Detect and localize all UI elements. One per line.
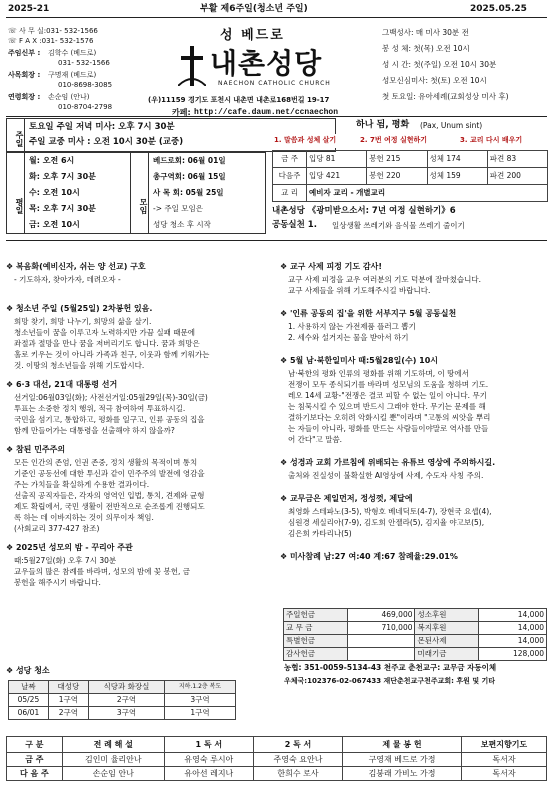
meeting-row: 총구역회: 06월 15일 [153, 172, 226, 181]
cleaning-row [9, 707, 236, 720]
mass-time-item: 성 시 간: 첫(주일) 오전 10시 30분 [382, 60, 497, 69]
offering-cell [347, 648, 415, 661]
cleaning-cell: 3구역 [88, 707, 164, 720]
notice-title: ❖ 성경과 교회 가르침에 위배되는 유튜브 영상에 주의하시길. [280, 458, 496, 467]
duty-cell: 구영재 베드로 가정 [343, 753, 462, 767]
cleaning-header-row [9, 681, 236, 694]
duty-cell: 독서자 [461, 753, 546, 767]
theme-item-1: 1. 말씀과 성체 살기 [274, 136, 337, 144]
cleaning-title: ❖ 성당 청소 [6, 666, 50, 675]
notice-line: 는 자들이 아니라, 평화를 만드는 사람들이야말로 역사를 만들 [288, 424, 489, 433]
mass-time-item: 성모신심미사: 첫(토) 오전 10시 [382, 76, 487, 85]
cafe-link[interactable]: http://cafe.daum.net/ccnaechon [194, 108, 339, 117]
mass-time-item: 첫 토요일: 유아세례(교회성상 미사 후) [382, 92, 509, 101]
sunday-label: 주일 [7, 119, 25, 151]
notice-title: ❖ 5월 남·북한일미사 때:5월28일(수) 10시 [280, 356, 438, 365]
offering-row [284, 609, 547, 622]
church-address: (우)11159 경기도 포천시 내촌면 내촌로168번길 19-17 [148, 96, 330, 104]
offering-row [284, 635, 547, 648]
cleaning-header: 지하.1.2층 복도 [165, 681, 236, 694]
notice-line: 어 간다"고 말씀. [288, 435, 343, 444]
sunday-row-1: 토요일 주일 저녁 미사: 오후 7시 30분 [29, 122, 175, 132]
notice-line: 2. 세수와 설거지는 물을 받아서 하기 [288, 333, 409, 342]
contact-office_phone: ☏ 사 무 실:031- 532-1566 [8, 27, 98, 35]
meeting-row: 성당 청소 후 시작 [153, 220, 211, 229]
weekday-row: 목: 오후 7시 30분 [29, 204, 96, 213]
cleaning-header: 대성당 [48, 681, 88, 694]
header-rule [6, 17, 547, 18]
account-line-1: 농협: 351-0059-5134-43 천주교 춘천교구: 교무금 자동이체 [284, 663, 497, 672]
cleaning-cell: 3구역 [165, 694, 236, 707]
notice-line: 주는 가치들을 확실하게 수용한 결과이다. [14, 480, 150, 489]
offering-cell: 469,000 [347, 609, 415, 622]
notice-line: 교구 사제 피정을 교우 여러분의 기도 덕분에 잘마쳤습니다. [288, 275, 481, 284]
notice-line: 때:5월27일(화) 오후 7시 30분 [14, 556, 117, 565]
notice-line: 기준인 공동선에 대한 투신과 같이 민주주의 발전에 영감을 [14, 469, 205, 478]
notice-line: 결하기보다는 오히려 악화시킬 뿐"이라며 "고통의 씨앗을 뿌리 [288, 413, 491, 422]
liturgy-duty-table [6, 736, 547, 781]
attendance-period: 금 주 [273, 151, 307, 168]
notice-line: 출처와 진실성이 불확실한 AI영상에 사제, 수도자 사칭 주의. [288, 471, 484, 480]
duty-cell: 손순임 안나 [62, 767, 164, 781]
notice-line: 국민을 섬기고, 통합하고, 평화를 일구고, 인류 공동의 집을 [14, 415, 205, 424]
cleaning-cell: 06/01 [9, 707, 49, 720]
notice-title: ❖ 교구 사제 피정 기도 감사! [280, 262, 383, 271]
attendance-period: 교 리 [273, 185, 307, 202]
duty-cell: 유아선 레지나 [164, 767, 253, 781]
offering-cell: 14,000 [479, 622, 547, 635]
meeting-row: 사 목 회: 05월 25일 [153, 188, 224, 197]
notice-line: 심원경 세실리아(7-9), 김도희 안젤라(5), 김지율 야고보(5), [288, 518, 485, 527]
contact-fax: ☏ F A X :031- 532-1576 [8, 37, 94, 45]
notice-line: - 기도하자, 찾아가자, 데려오자 - [14, 275, 121, 284]
church-name-en: NAECHON CATHOLIC CHURCH [218, 80, 331, 87]
offering-cell: 710,000 [347, 622, 415, 635]
slogan-line-2: 일상생활 쓰레기와 음식물 쓰레기 줄이기 [332, 221, 465, 230]
account-line-2: 우체국:102376-02-067433 재단춘천교구천주교회: 후원 및 기타 [284, 677, 496, 685]
duty-cell: 독서자 [461, 767, 546, 781]
offering-cell: 특별헌금 [284, 635, 348, 648]
offering-row [284, 648, 547, 661]
duty-cell: 한희수 로사 [253, 767, 342, 781]
duty-header: 1 독 서 [164, 737, 253, 753]
slogan-line-1: 내촌성당 《광미받으소서: 7년 여정 실현하기》6 [272, 206, 456, 216]
weekday-row: 금: 오전 10시 [29, 220, 80, 229]
attendance-sacr: 성체 174 [427, 151, 487, 168]
duty-header-row [7, 737, 547, 753]
attendance-youth: 봉헌 215 [367, 151, 427, 168]
attendance-extra: 파견 200 [487, 168, 547, 185]
attendance-catechism: 예비자 교리 - 개별교리 [307, 185, 548, 202]
attendance-table [272, 150, 548, 202]
duty-header: 2 독 서 [253, 737, 342, 753]
meetings-label: 모임 [131, 153, 149, 233]
theme-item-2: 2. 7번 여정 실현하기 [360, 136, 428, 144]
notice-line: 선출직 공직자들은, 각자의 영역인 입법, 통치, 견제와 균형 [14, 491, 205, 500]
notice-title: ❖ 참된 민주주의 [6, 445, 66, 454]
mass-time-item: 봉 성 체: 첫(목) 오전 10시 [382, 44, 470, 53]
offering-cell: 몬된사제 [415, 635, 479, 648]
notice-line: 레오 14세 교황-"전쟁은 결코 피할 수 없는 일이 아니다. 무기 [288, 391, 487, 400]
cleaning-header: 식당과 화장실 [88, 681, 164, 694]
attendance-row [273, 151, 548, 168]
offering-cell: 성소후원 [415, 609, 479, 622]
duty-header: 전 례 해 설 [62, 737, 164, 753]
notice-line: 전쟁이 모두 종식되기를 바라며 성모님의 도움을 청하며 기도. [288, 380, 489, 389]
notice-line: 좌절과 절망을 만나 꿈을 저버리기도 합니다. 꿈과 희망은 [14, 339, 200, 348]
notice-line: 선거일:06월03일(화); 사전선거일:05월29일(목)-30일(금) [14, 393, 208, 402]
header-bottom-rule [6, 116, 547, 117]
contact-pastor-phone: 031- 532-1566 [58, 59, 110, 67]
duty-cell: 주영숙 요안나 [253, 753, 342, 767]
bulletin-title: 부활 제6주일(청소년 주일) [200, 4, 308, 14]
attendance-row [273, 168, 548, 185]
notice-title: ❖ 미사참례 남:27 여:40 계:67 참례율:29.01% [280, 552, 458, 561]
duty-cell: 김붕래 가비노 가정 [343, 767, 462, 781]
contact-youth-phone: 010-8704-2798 [58, 103, 113, 111]
offering-cell: 14,000 [479, 635, 547, 648]
bulletin-date: 2025.05.25 [470, 4, 527, 14]
contact-youth-label: 연령회장 : [8, 93, 41, 101]
notice-line: 홀로 키우는 것이 아니라 가족과 친구, 이웃과 함께 키워가는 [14, 350, 210, 359]
duty-header: 보편지향기도 [461, 737, 546, 753]
attendance-sacr: 성체 159 [427, 168, 487, 185]
notice-line: 남·북한의 평화 인류의 평화를 위해 기도하며, 이 땅에서 [288, 369, 469, 378]
weekday-label: 평일 [7, 153, 25, 233]
theme-subtitle: (Pax, Unum sint) [420, 121, 483, 130]
meetings-box [131, 152, 266, 234]
weekday-row: 수: 오전 10시 [29, 188, 80, 197]
notice-line: 1. 사용하지 않는 가전제품 플러그 뽑기 [288, 322, 416, 331]
notice-line: 청소년들이 꿈을 이루고자 노력하지만 가끔 실패 때문에 [14, 328, 195, 337]
meeting-row: -> 주일 모임은 [153, 204, 203, 213]
duty-row [7, 753, 547, 767]
cleaning-cell: 1구역 [165, 707, 236, 720]
notice-line: 는 침묵시킬 수 있으며 반드시 그래야 한다. 무기는 문제를 해 [288, 402, 486, 411]
theme-title: 하나 됨, 평화 [356, 120, 410, 130]
attendance-extra: 파견 83 [487, 151, 547, 168]
cleaning-cell: 05/25 [9, 694, 49, 707]
slogan-line-2-label: 공동실천 1. [272, 220, 317, 230]
attendance-adults: 입당 421 [307, 168, 367, 185]
offering-cell: 128,000 [479, 648, 547, 661]
contact-youth-name: 손순임 (안나) [48, 93, 90, 101]
notice-line: 교우들의 많은 참례를 바라며, 성모의 밤에 꽃 봉헌, 금 [14, 567, 190, 576]
duty-cell: 금 주 [7, 753, 63, 767]
duty-cell: 다 음 주 [7, 767, 63, 781]
contact-assistant-label: 사목회장 : [8, 71, 41, 79]
cleaning-row [9, 694, 236, 707]
notice-line: 함께 만들어가는 대통령을 선출해야 하지 않을까? [14, 426, 175, 435]
weekday-box [6, 152, 131, 234]
issue-number: 2025-21 [8, 4, 50, 14]
offering-table [283, 608, 547, 661]
notice-title: ❖ 6·3 대선, 21대 대통령 선거 [6, 380, 118, 389]
notice-title: ❖ 2025년 성모의 밤 - 꾸리아 주관 [6, 543, 133, 552]
body-rule [6, 240, 547, 241]
offering-cell: 미래기금 [415, 648, 479, 661]
notice-line: 록 하는 데 이바지하는 것이 의무이자 책임. [14, 513, 154, 522]
notice-line: 희망 찾기, 희망 나누기, 희망의 삶을 살기. [14, 317, 152, 326]
weekday-row: 월: 오전 6시 [29, 156, 75, 165]
offering-cell: 복지후원 [415, 622, 479, 635]
offering-cell [347, 635, 415, 648]
offering-cell: 감사헌금 [284, 648, 348, 661]
notice-title: ❖ 교무금은 제일먼저, 정성껏, 제달에 [280, 494, 413, 503]
duty-header: 제 물 봉 헌 [343, 737, 462, 753]
notice-line: (사회교리 377-427 참조) [14, 524, 100, 533]
notice-line: 최영화 스테파노(3-5), 박형호 베네딕토(4-7), 장현국 요셉(4), [288, 507, 492, 516]
cleaning-table [8, 680, 236, 720]
cafe-label: 카페: [172, 108, 191, 117]
church-name: 내촌성당 [210, 47, 323, 80]
notice-line: 교구 사제들을 위해 기도해주시길 바랍니다. [288, 286, 431, 295]
notice-line: 김은희 카타리나(5) [288, 529, 352, 538]
notice-title: ❖ 복음화(예비신자, 쉬는 양 선교) 구호 [6, 262, 146, 271]
notice-title: ❖ '인류 공동의 집'을 위한 서부지구 5월 공동실천 [280, 309, 457, 318]
notice-line: 봉헌을 해주시기 바랍니다. [14, 578, 101, 587]
attendance-row [273, 185, 548, 202]
duty-row [7, 767, 547, 781]
cleaning-cell: 2구역 [48, 707, 88, 720]
theme-items [272, 134, 548, 148]
attendance-period: 다음주 [273, 168, 307, 185]
offering-cell: 주일헌금 [284, 609, 348, 622]
offering-cell: 교 무 금 [284, 622, 348, 635]
weekday-row: 화: 오후 7시 30분 [29, 172, 96, 181]
notice-line: 투표는 소중한 정치 행위, 적극 참여하여 투표하시길. [14, 404, 186, 413]
duty-header: 구 분 [7, 737, 63, 753]
contact-pastor-name: 김학수 (베드로) [48, 49, 97, 57]
notice-line: 것. 이땅의 청소년들을 위해 기도합시다. [14, 361, 145, 370]
duty-cell: 유영숙 루시아 [164, 753, 253, 767]
cleaning-header: 날짜 [9, 681, 49, 694]
theme-item-3: 3. 교리 다시 배우기 [460, 136, 523, 144]
notice-line: 모든 인간의 존엄, 인권 존중, 정치 생활의 목적이며 통치 [14, 458, 198, 467]
patron-name: 성 베드로 [220, 28, 285, 43]
contact-assistant-phone: 010-8698-3085 [58, 81, 113, 89]
notice-line: 제도 확립에서, 국민 생활이 전반적으로 순조롭게 진행되도 [14, 502, 205, 511]
offering-row [284, 622, 547, 635]
offering-cell: 14,000 [479, 609, 547, 622]
attendance-adults: 입당 81 [307, 151, 367, 168]
sunday-row-2: 주일 교중 미사 : 오전 10시 30분 (교중) [29, 137, 184, 147]
mass-time-item: 그백성사: 매 미사 30분 전 [382, 28, 469, 37]
church-cross-icon [178, 46, 206, 86]
cleaning-cell: 2구역 [88, 694, 164, 707]
notice-title: ❖ 청소년 주일 (5월25일) 2차봉헌 있음. [6, 304, 153, 313]
contact-assistant-name: 구명재 (베드로) [48, 71, 97, 79]
duty-cell: 김인미 율리안나 [62, 753, 164, 767]
meeting-row: 베드로회: 06월 01일 [153, 156, 226, 165]
cleaning-cell: 1구역 [48, 694, 88, 707]
contact-pastor-label: 주임신부 : [8, 49, 41, 57]
attendance-youth: 봉헌 220 [367, 168, 427, 185]
